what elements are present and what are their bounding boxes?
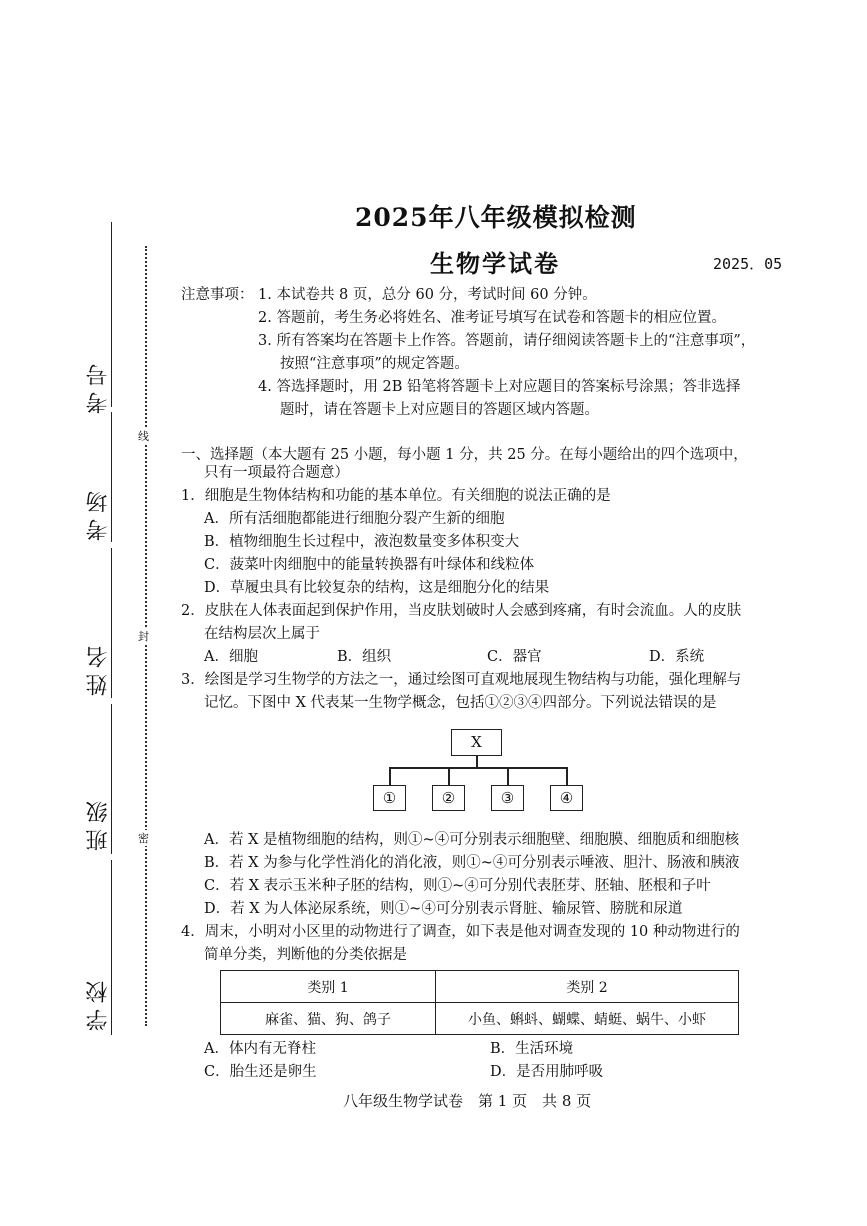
diagram-child-box: ④ [550,785,583,811]
exam-subtitle: 生物学试卷 [430,249,560,278]
diagram-branch-line [389,767,567,769]
note-2: 2. 答题前，考生务必将姓名、准考证号填写在试卷和答题卡的相应位置。 [258,310,726,326]
q2-option-d: D．系统 [649,649,705,665]
q4-classification-table [220,970,739,1035]
exam-date: 2025．05 [713,255,783,273]
class-label: 班级 [86,795,111,851]
q1-option-b: B．植物细胞生长过程中，液泡数量变多体积变大 [204,534,520,550]
q4-option-d: D．是否用肺呼吸 [490,1064,604,1080]
table-cell: 麻雀、猫、狗、鸽子 [221,1003,436,1035]
class-line [111,704,112,854]
diagram-drop-line [448,767,450,786]
exam-room-label: 考场 [86,485,111,541]
q1-option-c: C．菠菜叶肉细胞中的能量转换器有叶绿体和线粒体 [204,557,535,573]
name-line [111,548,112,698]
q3-option-b: B．若 X 为参与化学性消化的消化液，则①~④可分别表示唾液、胆汁、肠液和胰液 [204,855,740,871]
q4-stem-line2: 简单分类，判断他的分类依据是 [204,947,407,963]
q1-option-d: D．草履虫具有比较复杂的结构，这是细胞分化的结果 [204,580,550,596]
q3-option-a: A．若 X 是植物细胞的结构，则①~④可分别表示细胞壁、细胞膜、细胞质和细胞核 [204,832,740,848]
exam-no-label: 考号 [86,358,111,414]
note-1: 1. 本试卷共 8 页，总分 60 分，考试时间 60 分钟。 [258,287,597,303]
exam-no-line [111,222,112,407]
notes-label: 注意事项： [181,287,254,303]
note-4-line2: 题时，请在答题卡上对应题目的答题区域内答题。 [280,402,599,418]
seal-mark-xian: 线 [138,430,149,443]
q2-stem-line2: 在结构层次上属于 [204,626,320,642]
page-footer: 八年级生物学试卷 第 1 页 共 8 页 [343,1092,592,1110]
diagram-child-box: ① [373,785,406,811]
exam-room-line [111,412,112,542]
school-line [111,860,112,1035]
q3-option-c: C．若 X 表示玉米种子胚的结构，则①~④可分别代表胚芽、胚轴、胚根和子叶 [204,878,711,894]
diagram-drop-line [507,767,509,786]
note-3-line2: 按照“注意事项”的规定答题。 [280,356,469,372]
q4-option-a: A．体内有无脊柱 [204,1041,316,1057]
section1-heading-cont: 只有一项最符合题意） [204,465,349,481]
diagram-drop-line [566,767,568,786]
q4-option-b: B．生活环境 [490,1041,574,1057]
diagram-child-box: ③ [491,785,524,811]
q2-option-c: C．器官 [487,649,542,665]
table-header-row [221,971,739,1003]
note-4-line1: 4. 答选择题时，用 2B 铅笔将答题卡上对应题目的答案标号涂黑；答非选择 [258,379,741,395]
q2-option-b: B．组织 [337,649,392,665]
q2-option-a: A．细胞 [204,649,258,665]
name-label: 姓名 [86,640,111,696]
q4-option-c: C．胎生还是卵生 [204,1064,317,1080]
seal-mark-mi: 密 [138,832,149,845]
q4-stem-line1: 4．周末，小明对小区里的动物进行了调查，如下表是他对调查发现的 10 种动物进行的 [181,924,740,940]
exam-title: 2025年八年级模拟检测 [355,203,637,232]
table-cell: 小鱼、蝌蚪、蝴蝶、蜻蜓、蜗牛、小虾 [436,1003,739,1035]
note-3-line1: 3. 所有答案均在答题卡上作答。答题前，请仔细阅读答题卡上的“注意事项”， [258,333,756,349]
school-label: 学校 [86,975,111,1031]
q3-stem-line1: 3．绘图是学习生物学的方法之一，通过绘图可直观地展现生物结构与功能，强化理解与 [181,672,742,688]
q1-option-a: A．所有活细胞都能进行细胞分裂产生新的细胞 [204,511,505,527]
diagram-drop-line [389,767,391,786]
q1-stem: 1．细胞是生物体结构和功能的基本单位。有关细胞的说法正确的是 [181,488,611,504]
q3-stem-line2: 记忆。下图中 X 代表某一生物学概念，包括①②③④四部分。下列说法错误的是 [204,695,717,711]
table-header-cell: 类别 1 [221,971,436,1003]
table-header-cell: 类别 2 [436,971,739,1003]
table-row [221,1003,739,1035]
q3-option-d: D．若 X 为人体泌尿系统，则①~④可分别表示肾脏、输尿管、膀胱和尿道 [204,901,683,917]
seal-mark-feng: 封 [138,630,149,643]
section1-heading: 一、选择题（本大题有 25 小题，每小题 1 分，共 25 分。在每小题给出的四个选项中， [181,447,748,463]
diagram-root-box: X [451,729,502,756]
diagram-child-box: ② [432,785,465,811]
q2-stem-line1: 2．皮肤在人体表面起到保护作用，当皮肤划破时人会感到疼痛，有时会流血。人的皮肤 [181,603,742,619]
